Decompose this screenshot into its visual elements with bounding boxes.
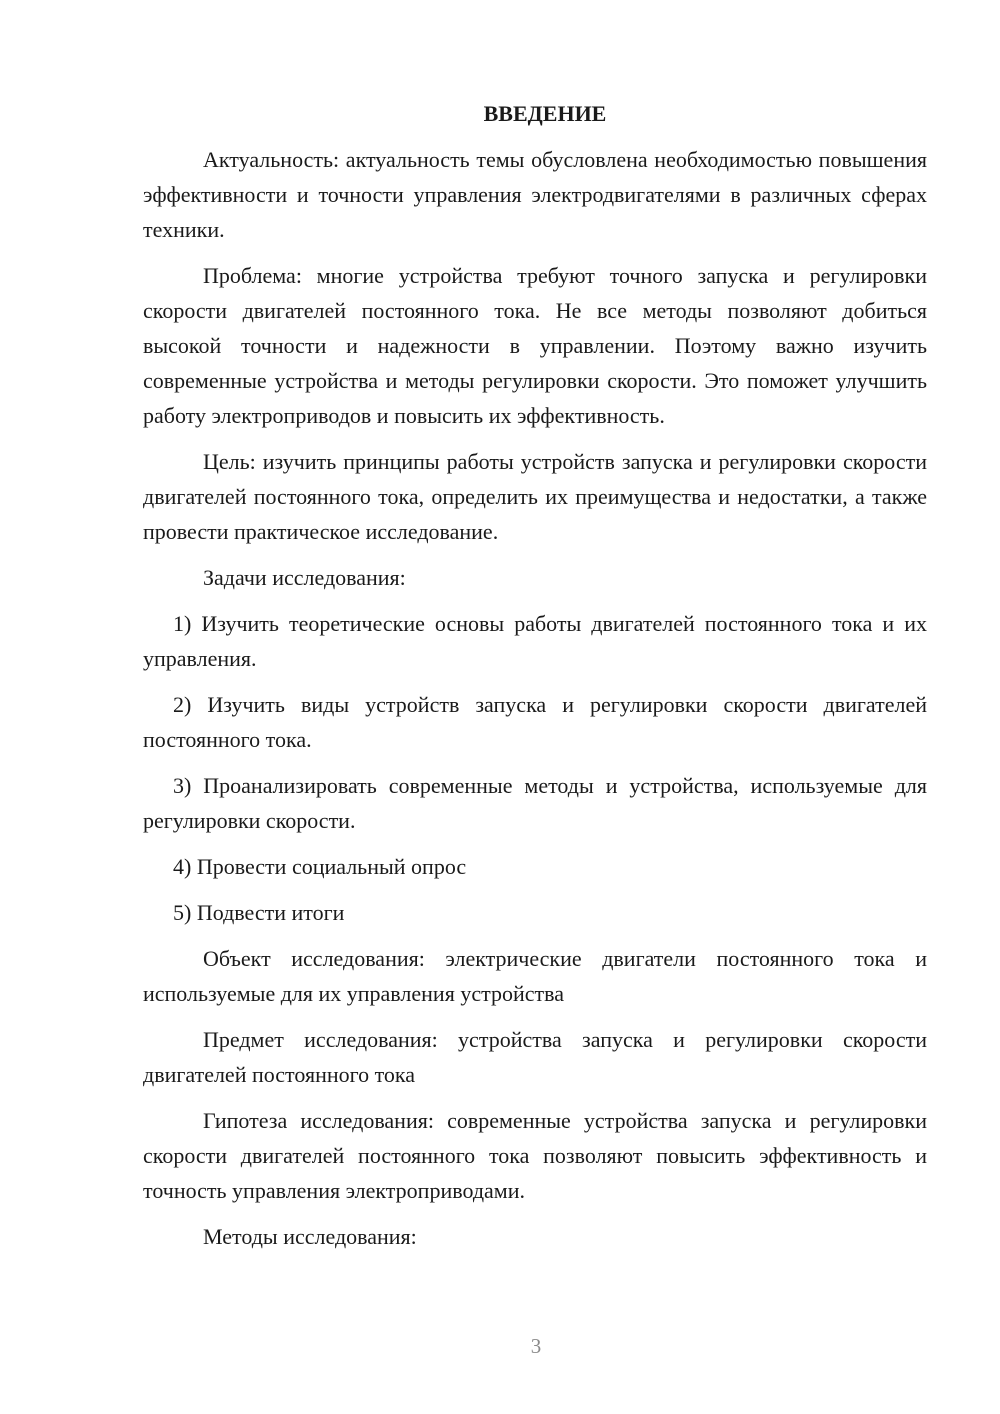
task-item-3: 3) Проанализировать современные методы и устройства, используемые для регулировки скорости. [143,773,927,833]
paragraph-object: Объект исследования: электрические двигатели постоянного тока и используемые для их управления устройства [143,946,927,1006]
paragraph-relevance: Актуальность: актуальность темы обусловлена необходимостью повышения эффективности и точности управления электродвигателями в различных сферах техники. [143,147,927,242]
paragraph-goal: Цель: изучить принципы работы устройств запуска и регулировки скорости двигателей постоянного тока, определить их преимущества и недостатки, а также провести практическое исследование. [143,449,927,544]
tasks-heading: Задачи исследования: [203,565,406,590]
task-item-4: 4) Провести социальный опрос [173,854,467,879]
page-number: 3 [530,1334,542,1358]
task-item-5: 5) Подвести итоги [173,900,345,925]
paragraph-subject: Предмет исследования: устройства запуска и регулировки скорости двигателей постоянного тока [143,1027,927,1087]
task-item-1: 1) Изучить теоретические основы работы двигателей постоянного тока и их управления. [143,611,927,671]
section-title: ВВЕДЕНИЕ [483,101,607,126]
paragraph-problem: Проблема: многие устройства требуют точного запуска и регулировки скорости двигателей постоянного тока. Не все методы позволяют добиться высокой точности и надежности в управлении. Поэтому важно изучить современные устройства и методы регулировки скорости. Это поможет улучшить работу электроприводов и повысить их эффективность. [143,263,927,428]
paragraph-hypothesis: Гипотеза исследования: современные устройства запуска и регулировки скорости двигателей постоянного тока позволяют повысить эффективность и точность управления электроприводами. [143,1108,927,1203]
methods-heading: Методы исследования: [203,1224,417,1249]
page-content [143,96,927,1265]
task-item-2: 2) Изучить виды устройств запуска и регулировки скорости двигателей постоянного тока. [143,692,927,752]
